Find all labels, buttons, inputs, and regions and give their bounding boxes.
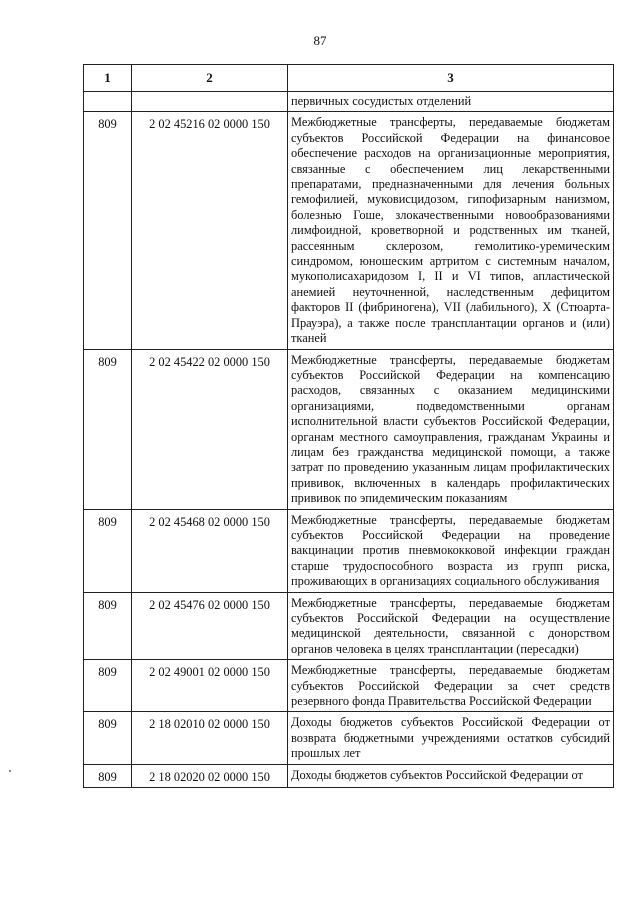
income-code-cell: 2 02 45422 02 0000 150 xyxy=(132,349,288,509)
table-row xyxy=(84,349,614,509)
description-cell: Межбюджетные трансферты, передаваемые бюджетам субъектов Российской Федерации на осуществление медицинской деятельности, связанной с донорством органов человека в целях трансплантации (пересадки) xyxy=(288,592,614,660)
admin-code-cell: 809 xyxy=(84,509,132,592)
table-row xyxy=(84,509,614,592)
income-code-cell xyxy=(132,92,288,112)
table-row xyxy=(84,112,614,349)
description-cell: первичных сосудистых отделений xyxy=(288,92,614,112)
description-cell: Доходы бюджетов субъектов Российской Федерации от возврата бюджетными учреждениями остатков субсидий прошлых лет xyxy=(288,712,614,764)
income-code-cell: 2 02 45476 02 0000 150 xyxy=(132,592,288,660)
income-code-cell: 2 18 02010 02 0000 150 xyxy=(132,712,288,764)
admin-code-cell: 809 xyxy=(84,592,132,660)
budget-classification-table xyxy=(83,64,614,788)
admin-code-cell: 809 xyxy=(84,349,132,509)
description-cell: Межбюджетные трансферты, передаваемые бюджетам субъектов Российской Федерации на финансовое обеспечение расходов на организационные мероприятия, связанные с обеспечением лиц лекарственными препаратами, предназначенными для лечения больных гемофилией, муковисцидозом, гипофизарным нанизмом, болезнью Гоше, злокачественными новообразованиями лимфоидной, кроветворной и родственных им тканей, рассеянным склерозом, гемолитико-уремическим синдромом, юношеским артритом с системным началом, мукополисахаридозом I, II и VI типов, апластической анемией неуточненной, наследственным дефицитом факторов II (фибриногена), VII (лабильного), X (Стюарта-Прауэра), а также после трансплантации органов и (или) тканей xyxy=(288,112,614,349)
description-cell: Межбюджетные трансферты, передаваемые бюджетам субъектов Российской Федерации на проведение вакцинации против пневмококковой инфекции граждан старше трудоспособного возраста из групп риска, проживающих в организациях социального обслуживания xyxy=(288,509,614,592)
admin-code-cell: 809 xyxy=(84,660,132,712)
page-number: 87 xyxy=(313,33,327,48)
column-header-admin: 1 xyxy=(84,65,132,92)
admin-code-cell: 809 xyxy=(84,712,132,764)
table-row xyxy=(84,592,614,660)
admin-code-cell: 809 xyxy=(84,112,132,349)
admin-code-cell xyxy=(84,92,132,112)
table-row xyxy=(84,92,614,112)
description-cell: Доходы бюджетов субъектов Российской Федерации от xyxy=(288,764,614,787)
income-code-cell: 2 02 49001 02 0000 150 xyxy=(132,660,288,712)
table-row xyxy=(84,712,614,764)
column-header-code: 2 xyxy=(132,65,288,92)
description-cell: Межбюджетные трансферты, передаваемые бюджетам субъектов Российской Федерации за счет средств резервного фонда Правительства Российской Федерации xyxy=(288,660,614,712)
table-row xyxy=(84,660,614,712)
description-cell: Межбюджетные трансферты, передаваемые бюджетам субъектов Российской Федерации на компенсацию расходов, связанных с оказанием медицинскими организациями, подведомственными органам исполнительной власти субъектов Российской Федерации, органам местного самоуправления, гражданам Украины и лицам без гражданства медицинской помощи, а также затрат по проведению указанным лицам профилактических прививок, включенных в календарь профилактических прививок по эпидемическим показаниям xyxy=(288,349,614,509)
income-code-cell: 2 18 02020 02 0000 150 xyxy=(132,764,288,787)
table-header-row xyxy=(84,65,614,92)
column-header-description: 3 xyxy=(288,65,614,92)
scan-speck xyxy=(9,770,11,772)
income-code-cell: 2 02 45468 02 0000 150 xyxy=(132,509,288,592)
table-row xyxy=(84,764,614,787)
admin-code-cell: 809 xyxy=(84,764,132,787)
income-code-cell: 2 02 45216 02 0000 150 xyxy=(132,112,288,349)
